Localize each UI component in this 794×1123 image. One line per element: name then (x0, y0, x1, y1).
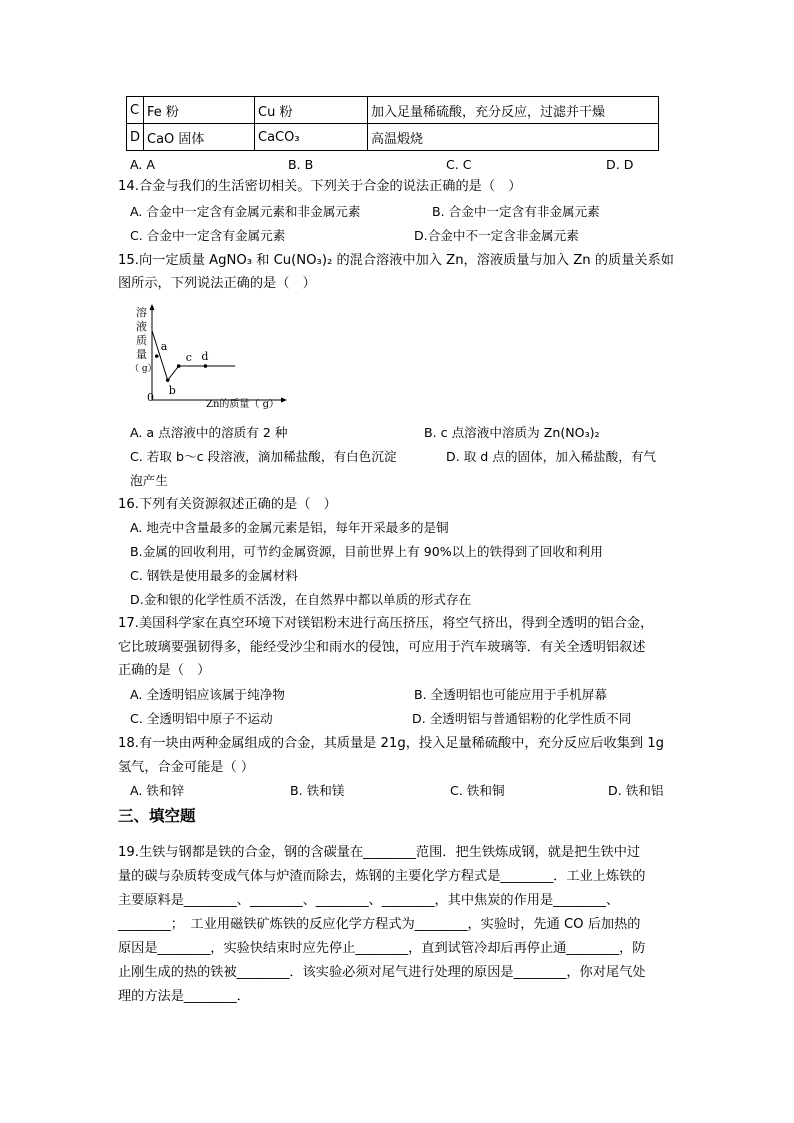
y-label-char: 质 (136, 334, 147, 347)
q14-option-c: C. 合金中一定含有金属元素 (130, 228, 286, 243)
q19-line: 原因是________，实验快结束时应先停止________，直到试管冷却后再停止通________，防 (118, 941, 646, 956)
point-label-b: b (168, 384, 176, 398)
q13-option-a: A. A (130, 157, 156, 172)
table-cell-method: 加入足量稀硫酸，充分反应，过滤并干燥 (368, 97, 659, 124)
q17-stem-line3: 正确的是（ ） (118, 663, 211, 678)
q14-stem: 14.合金与我们的生活密切相关。下列关于合金的说法正确的是（ ） (118, 179, 522, 194)
q17-stem-line1: 17.美国科学家在真空环境下对镁铝粉末进行高压挤压，将空气挤出，得到全透明的铝合金， (118, 616, 654, 631)
q15-graph (128, 300, 288, 418)
q16-option-c: C. 钢铁是使用最多的金属材料 (130, 568, 298, 583)
point-label-d: d (201, 350, 209, 364)
q16-option-d: D.金和银的化学性质不活泼，在自然界中都以单质的形式存在 (130, 592, 472, 607)
x-axis-label: Zn的质量（ g） (206, 399, 279, 410)
q18-option-b: B. 铁和镁 (290, 783, 345, 798)
table-row (127, 124, 659, 151)
table-cell-impurity: CaCO₃ (255, 124, 368, 151)
q14-option-b: B. 合金中一定含有非金属元素 (432, 204, 600, 219)
y-label-char: 液 (136, 320, 147, 333)
point-a (155, 354, 159, 358)
q18-option-c: C. 铁和铜 (450, 783, 505, 798)
q17-option-c: C. 全透明铝中原子不运动 (130, 711, 273, 726)
point-d (204, 364, 208, 368)
q15-option-b: B. c 点溶液中溶质为 Zn(NO₃)₂ (424, 425, 600, 440)
q19-line: 19.生铁与钢都是铁的合金，钢的含碳量在________范围．把生铁炼成钢，就是把生铁中过 (118, 845, 641, 860)
q13-option-c: C. C (446, 157, 472, 172)
table-row (127, 97, 659, 124)
series-line (152, 331, 235, 381)
origin-label: 0 (147, 391, 154, 404)
y-label-char: 量 (136, 348, 147, 361)
q19-line: 理的方法是________． (118, 989, 250, 1004)
table-cell-impurity: Cu 粉 (255, 97, 368, 124)
q18-stem-line1: 18.有一块由两种金属组成的合金，其质量是 21g，投入足量稀硫酸中，充分反应后收集到 1g (118, 736, 665, 751)
q15-stem-line2: 图所示，下列说法正确的是（ ） (118, 276, 316, 291)
x-axis-arrow (281, 398, 287, 403)
q15-option-d-continued: 泡产生 (130, 473, 168, 488)
q17-option-a: A. 全透明铝应该属于纯净物 (130, 687, 285, 702)
q19-line: 主要原料是________、________、________、________，其中焦炭的作用是________、 (118, 893, 620, 908)
q15-option-c: C. 若取 b～c 段溶液，滴加稀盐酸，有白色沉淀 (130, 449, 397, 464)
q14-option-d: D.合金中不一定含非金属元素 (414, 228, 579, 243)
y-axis-arrow (150, 304, 155, 310)
q16-option-b: B.金属的回收利用，可节约金属资源，目前世界上有 90%以上的铁得到了回收和利用 (130, 544, 603, 559)
q13-option-d: D. D (606, 157, 634, 172)
q19-line: 量的碳与杂质转变成气体与炉渣而除去，炼钢的主要化学方程式是________．工业上炼铁的 (118, 869, 646, 884)
point-b (166, 378, 170, 382)
section-heading: 三、填空题 (118, 807, 196, 825)
y-label-char: 溶 (136, 306, 147, 319)
q17-stem-line2: 它比玻璃要强韧得多，能经受沙尘和雨水的侵蚀，可应用于汽车玻璃等．有关全透明铝叙述 (118, 640, 646, 655)
point-label-c: c (185, 351, 192, 365)
q13-table (126, 96, 659, 151)
table-cell-method: 高温煅烧 (368, 124, 659, 151)
q14-option-a: A. 合金中一定含有金属元素和非金属元素 (130, 204, 361, 219)
q16-stem: 16.下列有关资源叙述正确的是（ ） (118, 497, 337, 512)
q15-option-a: A. a 点溶液中的溶质有 2 种 (130, 425, 288, 440)
table-cell-label: D (127, 124, 144, 151)
q19-line: ________； 工业用磁铁矿炼铁的反应化学方程式为________，实验时，先通 CO 后加热的 (118, 917, 641, 932)
q19-line: 止刚生成的热的铁被________．该实验必须对尾气进行处理的原因是________，你对尾气处 (118, 965, 646, 980)
q18-stem-line2: 氢气，合金可能是（ ） (118, 760, 255, 775)
q15-stem-line1: 15.向一定质量 AgNO₃ 和 Cu(NO₃)₂ 的混合溶液中加入 Zn，溶液质量与加入 Zn 的质量关系如 (118, 253, 674, 268)
q17-option-d: D. 全透明铝与普通铝粉的化学性质不同 (412, 711, 632, 726)
q18-option-d: D. 铁和铝 (608, 783, 664, 798)
q17-option-b: B. 全透明铝也可能应用于手机屏幕 (414, 687, 607, 702)
table-cell-substance: CaO 固体 (144, 124, 255, 151)
table-cell-label: C (127, 97, 144, 124)
q15-option-d: D. 取 d 点的固体，加入稀盐酸，有气 (446, 449, 657, 464)
q18-option-a: A. 铁和锌 (130, 783, 185, 798)
point-label-a: a (160, 340, 168, 354)
q13-option-b: B. B (288, 157, 314, 172)
table-cell-substance: Fe 粉 (144, 97, 255, 124)
point-c (177, 364, 181, 368)
y-label-unit: （ g） (130, 364, 157, 374)
q16-option-a: A. 地壳中含量最多的金属元素是铝，每年开采最多的是铜 (130, 520, 449, 535)
